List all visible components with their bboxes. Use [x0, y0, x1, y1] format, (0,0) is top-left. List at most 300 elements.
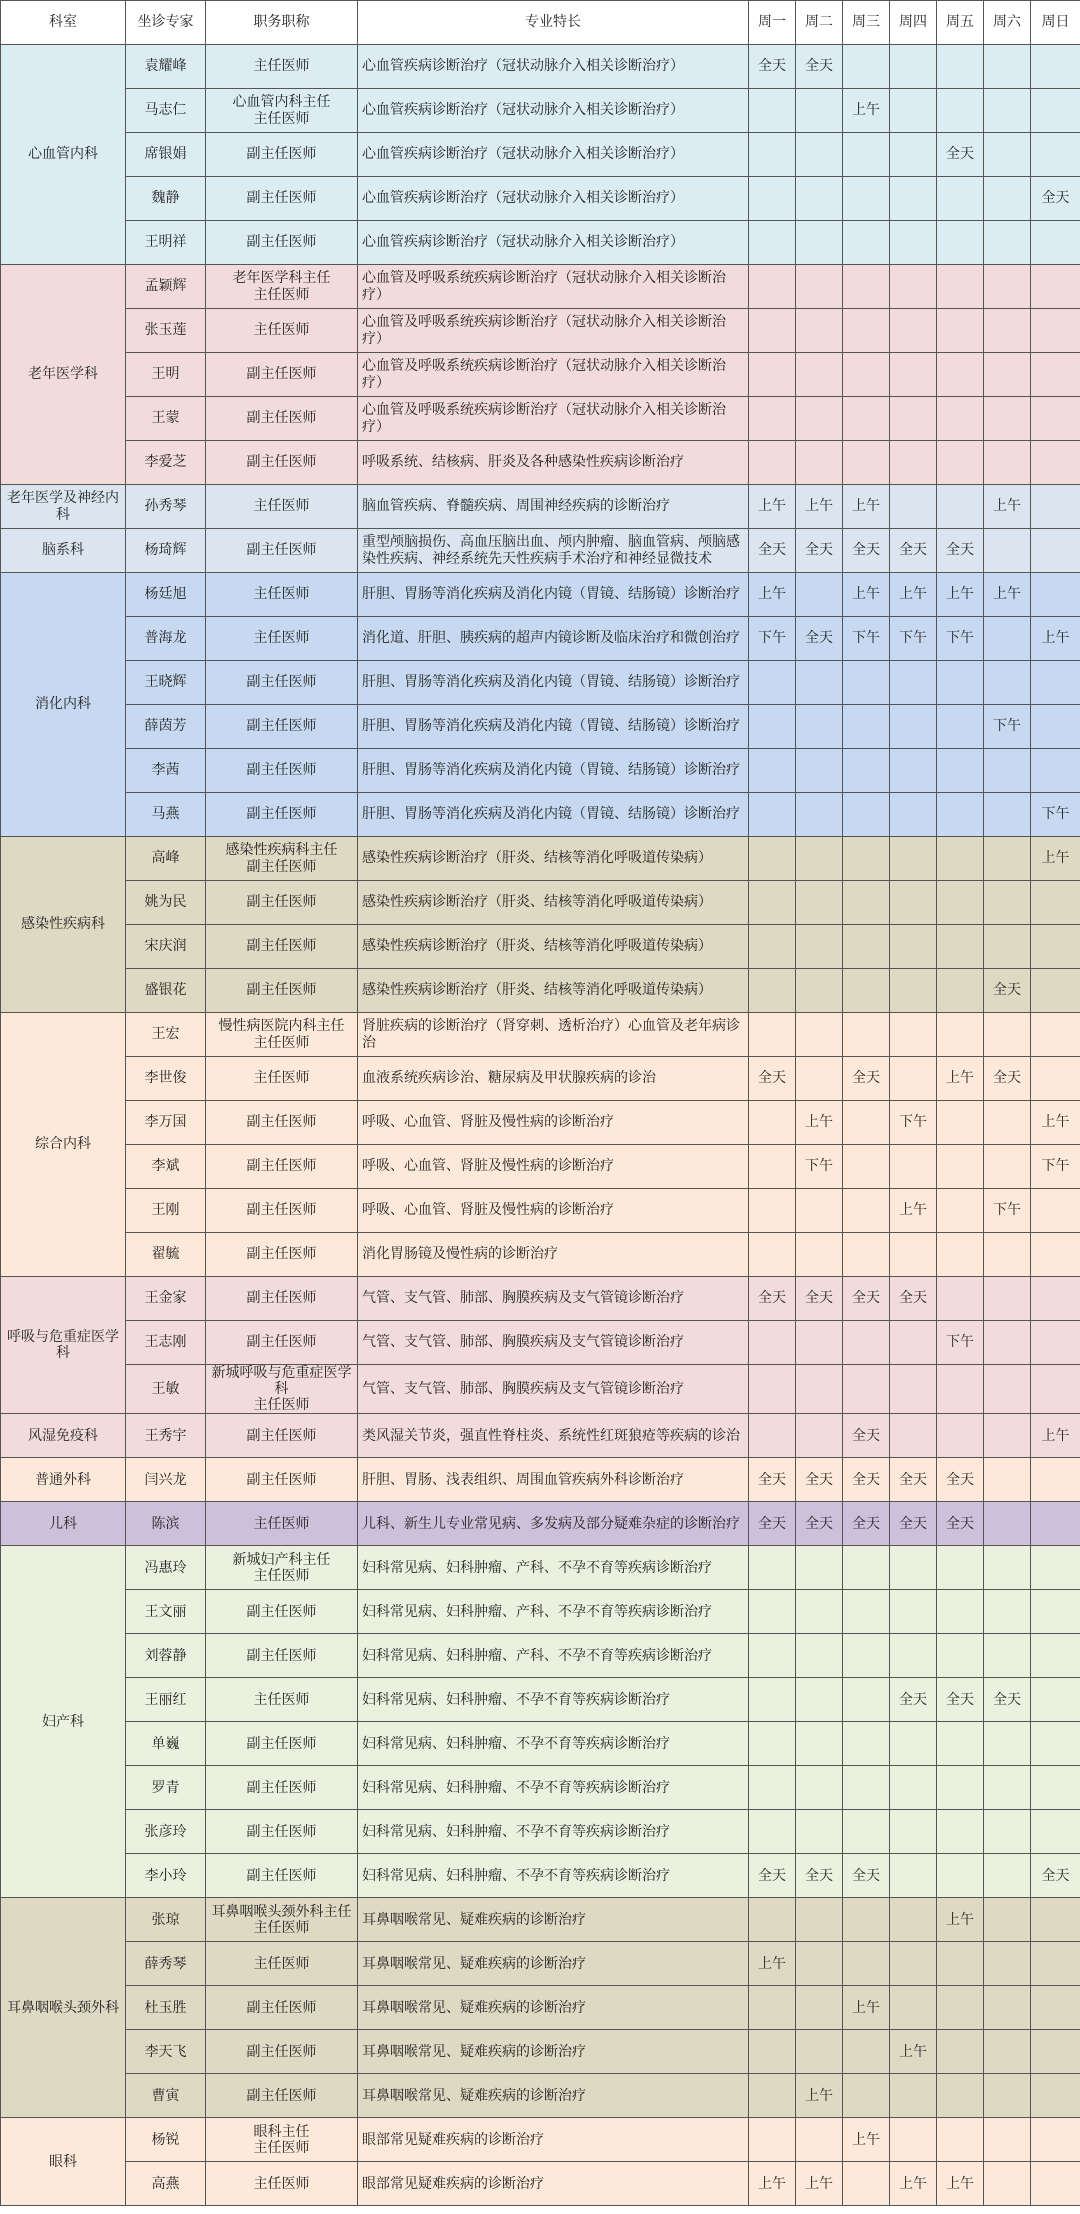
schedule-cell: [843, 133, 890, 177]
specialty: 呼吸、心血管、肾脏及慢性病的诊断治疗: [358, 1145, 749, 1189]
doctor-title: [206, 1678, 358, 1722]
column-header: 专业特长: [358, 1, 749, 45]
schedule-cell: [749, 837, 796, 881]
doctor-title: [206, 1101, 358, 1145]
title-line: 副主任医师: [246, 2087, 317, 2104]
schedule-cell: [1031, 1810, 1080, 1854]
doctor-name: 王晓辉: [126, 661, 206, 705]
schedule-cell: [843, 925, 890, 969]
table-row: [1, 1898, 1080, 1942]
schedule-cell: [984, 1810, 1031, 1854]
schedule-cell: 全天: [843, 1057, 890, 1101]
specialty: 心血管及呼吸系统疾病诊断治疗（冠状动脉介入相关诊断治疗）: [358, 353, 749, 397]
title-line: 副主任医师: [246, 1471, 317, 1488]
specialty: 肾脏疾病的诊断治疗（肾穿刺、透析治疗）心血管及老年病诊治: [358, 1013, 749, 1057]
title-line: 副主任医师: [246, 806, 317, 823]
table-row: [1, 1546, 1080, 1590]
schedule-cell: [1031, 2074, 1080, 2118]
schedule-cell: [984, 837, 1031, 881]
doctor-name: 张玉莲: [126, 309, 206, 353]
schedule-cell: [1031, 353, 1080, 397]
table-row: [1, 1414, 1080, 1458]
schedule-cell: [984, 1502, 1031, 1546]
schedule-cell: [843, 1766, 890, 1810]
schedule-cell: [937, 1365, 984, 1414]
schedule-cell: [890, 1365, 937, 1414]
schedule-cell: [843, 177, 890, 221]
schedule-cell: [984, 617, 1031, 661]
doctor-title: [206, 1942, 358, 1986]
schedule-cell: [937, 749, 984, 793]
schedule-cell: [843, 1233, 890, 1277]
schedule-cell: [796, 969, 843, 1013]
schedule-cell: [843, 661, 890, 705]
specialty: 眼部常见疑难疾病的诊断治疗: [358, 2162, 749, 2206]
schedule-cell: 全天: [890, 1678, 937, 1722]
schedule-cell: [937, 881, 984, 925]
schedule-cell: [796, 397, 843, 441]
table-row: [1, 2162, 1080, 2206]
specialty: 心血管及呼吸系统疾病诊断治疗（冠状动脉介入相关诊断治疗）: [358, 397, 749, 441]
schedule-cell: [843, 1101, 890, 1145]
schedule-cell: [796, 749, 843, 793]
doctor-title: [206, 353, 358, 397]
schedule-cell: [984, 793, 1031, 837]
schedule-cell: [937, 441, 984, 485]
schedule-cell: 全天: [796, 1854, 843, 1898]
schedule-cell: [984, 397, 1031, 441]
specialty: 耳鼻咽喉常见、疑难疾病的诊断治疗: [358, 1986, 749, 2030]
schedule-cell: [1031, 1986, 1080, 2030]
schedule-cell: [1031, 1502, 1080, 1546]
table-row: [1, 793, 1080, 837]
schedule-cell: [843, 749, 890, 793]
schedule-cell: [937, 353, 984, 397]
title-line: 副主任医师: [246, 1735, 317, 1752]
schedule-cell: [890, 1233, 937, 1277]
schedule-cell: [796, 1634, 843, 1678]
table-row: [1, 221, 1080, 265]
specialty: 感染性疾病诊断治疗（肝炎、结核等消化呼吸道传染病）: [358, 969, 749, 1013]
schedule-cell: [890, 353, 937, 397]
specialty: 心血管疾病诊断治疗（冠状动脉介入相关诊断治疗）: [358, 45, 749, 89]
schedule-cell: [749, 1145, 796, 1189]
header-row: [1, 1, 1080, 45]
doctor-title: [206, 837, 358, 881]
doctor-title: [206, 925, 358, 969]
schedule-cell: [843, 2074, 890, 2118]
table-row: [1, 1321, 1080, 1365]
specialty: 消化道、肝胆、胰疾病的超声内镜诊断及临床治疗和微创治疗: [358, 617, 749, 661]
doctor-title: [206, 1013, 358, 1057]
schedule-cell: [843, 45, 890, 89]
schedule-cell: [890, 1145, 937, 1189]
schedule-cell: [1031, 1321, 1080, 1365]
schedule-cell: [984, 881, 1031, 925]
schedule-cell: 全天: [796, 45, 843, 89]
schedule-cell: [843, 1013, 890, 1057]
doctor-name: 薛茵芳: [126, 705, 206, 749]
schedule-cell: [890, 2118, 937, 2162]
doctor-title: [206, 265, 358, 309]
schedule-cell: [984, 1898, 1031, 1942]
schedule-cell: 上午: [890, 2030, 937, 2074]
specialty: 妇科常见病、妇科肿瘤、不孕不育等疾病诊断治疗: [358, 1722, 749, 1766]
department-cell: 风湿免疫科: [1, 1414, 126, 1458]
schedule-cell: [890, 1013, 937, 1057]
schedule-cell: [937, 1590, 984, 1634]
schedule-cell: [890, 749, 937, 793]
doctor-name: 冯惠玲: [126, 1546, 206, 1590]
doctor-name: 孙秀琴: [126, 485, 206, 529]
column-header: 周一: [749, 1, 796, 45]
table-row: [1, 573, 1080, 617]
schedule-cell: 全天: [843, 1502, 890, 1546]
schedule-cell: [843, 1942, 890, 1986]
schedule-cell: 全天: [749, 1502, 796, 1546]
specialty: 儿科、新生儿专业常见病、多发病及部分疑难杂症的诊断治疗: [358, 1502, 749, 1546]
table-row: [1, 2030, 1080, 2074]
doctor-title: [206, 1634, 358, 1678]
column-header: 坐诊专家: [126, 1, 206, 45]
schedule-cell: [749, 89, 796, 133]
schedule-cell: 全天: [843, 1277, 890, 1321]
schedule-cell: [843, 2030, 890, 2074]
schedule-cell: [984, 2118, 1031, 2162]
doctor-title: [206, 133, 358, 177]
schedule-cell: [749, 661, 796, 705]
schedule-cell: 全天: [843, 1854, 890, 1898]
schedule-cell: [796, 1365, 843, 1414]
schedule-cell: 下午: [937, 617, 984, 661]
schedule-cell: [1031, 265, 1080, 309]
doctor-name: 王敏: [126, 1365, 206, 1414]
schedule-cell: 全天: [843, 1414, 890, 1458]
schedule-cell: [937, 925, 984, 969]
schedule-cell: [937, 309, 984, 353]
title-line: 主任医师: [253, 1691, 310, 1708]
schedule-cell: [796, 1590, 843, 1634]
schedule-cell: [749, 1101, 796, 1145]
schedule-cell: 上午: [796, 2162, 843, 2206]
specialty: 肝胆、胃肠等消化疾病及消化内镜（胃镜、结肠镜）诊断治疗: [358, 573, 749, 617]
schedule-cell: 上午: [843, 573, 890, 617]
schedule-cell: 全天: [749, 529, 796, 573]
table-row: [1, 1590, 1080, 1634]
schedule-cell: 下午: [937, 1321, 984, 1365]
schedule-cell: [796, 1546, 843, 1590]
schedule-cell: [749, 1590, 796, 1634]
schedule-cell: [1031, 45, 1080, 89]
schedule-cell: [796, 2118, 843, 2162]
schedule-cell: 全天: [843, 1458, 890, 1502]
table-row: [1, 441, 1080, 485]
title-line: 副主任医师: [246, 762, 317, 779]
schedule-cell: [937, 2118, 984, 2162]
schedule-cell: [796, 353, 843, 397]
title-line: 主任医师: [253, 322, 310, 339]
schedule-cell: [843, 1145, 890, 1189]
schedule-cell: [1031, 881, 1080, 925]
table-row: [1, 1722, 1080, 1766]
schedule-cell: [1031, 529, 1080, 573]
specialty: 耳鼻咽喉常见、疑难疾病的诊断治疗: [358, 1898, 749, 1942]
doctor-name: 闫兴龙: [126, 1458, 206, 1502]
table-row: [1, 837, 1080, 881]
schedule-cell: 上午: [843, 89, 890, 133]
department-cell: 心血管内科: [1, 45, 126, 265]
schedule-cell: [890, 177, 937, 221]
schedule-cell: [937, 1101, 984, 1145]
table-row: [1, 1189, 1080, 1233]
title-line: 主任医师: [253, 498, 310, 515]
doctor-name: 罗青: [126, 1766, 206, 1810]
schedule-cell: [843, 1722, 890, 1766]
specialty: 感染性疾病诊断治疗（肝炎、结核等消化呼吸道传染病）: [358, 881, 749, 925]
schedule-cell: 上午: [796, 1101, 843, 1145]
specialty: 感染性疾病诊断治疗（肝炎、结核等消化呼吸道传染病）: [358, 925, 749, 969]
title-line: 副主任医师: [246, 1202, 317, 1219]
schedule-cell: [937, 1810, 984, 1854]
schedule-cell: [890, 969, 937, 1013]
specialty: 肝胆、胃肠等消化疾病及消化内镜（胃镜、结肠镜）诊断治疗: [358, 705, 749, 749]
schedule-cell: [890, 705, 937, 749]
specialty: 心血管疾病诊断治疗（冠状动脉介入相关诊断治疗）: [358, 89, 749, 133]
schedule-cell: [843, 441, 890, 485]
table-row: [1, 45, 1080, 89]
doctor-name: 盛银花: [126, 969, 206, 1013]
title-line: 主任医师: [253, 1955, 310, 1972]
schedule-cell: [843, 265, 890, 309]
schedule-cell: 全天: [749, 1057, 796, 1101]
schedule-cell: [937, 1277, 984, 1321]
schedule-cell: [937, 485, 984, 529]
schedule-cell: [984, 1414, 1031, 1458]
table-row: [1, 617, 1080, 661]
schedule-cell: [843, 1898, 890, 1942]
title-line: 感染性疾病科主任: [225, 842, 338, 859]
title-line: 副主任医师: [246, 454, 317, 471]
doctor-name: 李世俊: [126, 1057, 206, 1101]
schedule-cell: [890, 1414, 937, 1458]
schedule-cell: [749, 1013, 796, 1057]
specialty: 气管、支气管、肺部、胸膜疾病及支气管镜诊断治疗: [358, 1365, 749, 1414]
schedule-cell: [937, 177, 984, 221]
schedule-cell: [1031, 1233, 1080, 1277]
schedule-cell: [749, 265, 796, 309]
doctor-name: 刘蓉静: [126, 1634, 206, 1678]
schedule-cell: 全天: [749, 1854, 796, 1898]
schedule-cell: [843, 221, 890, 265]
specialty: 妇科常见病、妇科肿瘤、产科、不孕不育等疾病诊断治疗: [358, 1590, 749, 1634]
doctor-name: 王明祥: [126, 221, 206, 265]
table-row: [1, 1766, 1080, 1810]
doctor-name: 高燕: [126, 2162, 206, 2206]
table-row: [1, 265, 1080, 309]
schedule-cell: [1031, 705, 1080, 749]
schedule-cell: [749, 2074, 796, 2118]
title-line: 副主任医师: [246, 982, 317, 999]
title-line: 耳鼻咽喉头颈外科主任: [211, 1903, 352, 1920]
schedule-cell: [937, 2030, 984, 2074]
schedule-cell: [749, 1365, 796, 1414]
schedule-cell: [796, 1414, 843, 1458]
doctor-name: 李天飞: [126, 2030, 206, 2074]
schedule-cell: 全天: [890, 1458, 937, 1502]
column-header: 周五: [937, 1, 984, 45]
schedule-cell: [937, 1766, 984, 1810]
schedule-cell: [984, 1233, 1031, 1277]
schedule-cell: [796, 221, 843, 265]
schedule-cell: [937, 397, 984, 441]
schedule-cell: 上午: [1031, 1414, 1080, 1458]
schedule-cell: [1031, 89, 1080, 133]
title-line: 副主任医师: [246, 146, 317, 163]
schedule-cell: [984, 1321, 1031, 1365]
schedule-cell: [890, 1321, 937, 1365]
doctor-name: 杨琦辉: [126, 529, 206, 573]
schedule-cell: [843, 1634, 890, 1678]
table-row: [1, 177, 1080, 221]
schedule-cell: [843, 397, 890, 441]
table-row: [1, 705, 1080, 749]
doctor-name: 李斌: [126, 1145, 206, 1189]
schedule-cell: [796, 837, 843, 881]
doctor-title: [206, 529, 358, 573]
schedule-cell: [890, 837, 937, 881]
schedule-cell: 下午: [984, 705, 1031, 749]
specialty: 脑血管疾病、脊髓疾病、周围神经疾病的诊断治疗: [358, 485, 749, 529]
schedule-cell: [937, 265, 984, 309]
schedule-cell: [843, 1189, 890, 1233]
title-line: 副主任医师: [246, 1603, 317, 1620]
schedule-cell: [984, 925, 1031, 969]
table-row: [1, 749, 1080, 793]
title-line: 心血管内科主任: [232, 94, 331, 111]
table-row: [1, 1277, 1080, 1321]
title-line: 副主任医师: [246, 410, 317, 427]
title-line: 副主任医师: [246, 938, 317, 955]
specialty: 肝胆、胃肠等消化疾病及消化内镜（胃镜、结肠镜）诊断治疗: [358, 661, 749, 705]
schedule-cell: 全天: [984, 1057, 1031, 1101]
department-cell: 综合内科: [1, 1013, 126, 1277]
schedule-cell: [890, 793, 937, 837]
doctor-name: 李小玲: [126, 1854, 206, 1898]
schedule-cell: [890, 1057, 937, 1101]
schedule-cell: [937, 793, 984, 837]
doctor-name: 李茜: [126, 749, 206, 793]
specialty: 气管、支气管、肺部、胸膜疾病及支气管镜诊断治疗: [358, 1277, 749, 1321]
doctor-title: [206, 749, 358, 793]
table-row: [1, 133, 1080, 177]
doctor-name: 王文丽: [126, 1590, 206, 1634]
table-row: [1, 1233, 1080, 1277]
doctor-name: 王刚: [126, 1189, 206, 1233]
schedule-cell: [890, 45, 937, 89]
schedule-cell: 上午: [937, 1057, 984, 1101]
specialty: 肝胆、胃肠等消化疾病及消化内镜（胃镜、结肠镜）诊断治疗: [358, 793, 749, 837]
title-line: 眼科主任: [253, 2123, 310, 2140]
doctor-title: [206, 1502, 358, 1546]
schedule-cell: 全天: [937, 529, 984, 573]
doctor-name: 张彦玲: [126, 1810, 206, 1854]
schedule-cell: [796, 1321, 843, 1365]
schedule-cell: 全天: [749, 1277, 796, 1321]
schedule-cell: [749, 2118, 796, 2162]
schedule-cell: [796, 1722, 843, 1766]
schedule-cell: [1031, 2118, 1080, 2162]
schedule-cell: [749, 1233, 796, 1277]
schedule-cell: [749, 1414, 796, 1458]
schedule-cell: [984, 1634, 1031, 1678]
schedule-cell: [749, 793, 796, 837]
table-row: [1, 2074, 1080, 2118]
doctor-name: 王志刚: [126, 1321, 206, 1365]
specialty: 眼部常见疑难疾病的诊断治疗: [358, 2118, 749, 2162]
table-row: [1, 1854, 1080, 1898]
schedule-cell: [1031, 1678, 1080, 1722]
schedule-cell: [1031, 397, 1080, 441]
doctor-name: 翟毓: [126, 1233, 206, 1277]
table-body: [1, 45, 1080, 2206]
doctor-title: [206, 969, 358, 1013]
schedule-cell: [890, 221, 937, 265]
schedule-cell: 上午: [984, 573, 1031, 617]
specialty: 耳鼻咽喉常见、疑难疾病的诊断治疗: [358, 2030, 749, 2074]
specialty: 心血管疾病诊断治疗（冠状动脉介入相关诊断治疗）: [358, 177, 749, 221]
schedule-cell: [1031, 2030, 1080, 2074]
department-cell: 消化内科: [1, 573, 126, 837]
schedule-cell: [843, 881, 890, 925]
department-cell: 感染性疾病科: [1, 837, 126, 1013]
schedule-cell: [843, 1321, 890, 1365]
schedule-cell: [796, 265, 843, 309]
specialty: 重型颅脑损伤、高血压脑出血、颅内肿瘤、脑血管病、颅脑感染性疾病、神经系统先天性疾病手术治疗和神经显微技术: [358, 529, 749, 573]
title-line: 副主任医师: [246, 1158, 317, 1175]
doctor-name: 王宏: [126, 1013, 206, 1057]
specialty: 妇科常见病、妇科肿瘤、产科、不孕不育等疾病诊断治疗: [358, 1634, 749, 1678]
schedule-cell: [890, 265, 937, 309]
schedule-cell: [1031, 573, 1080, 617]
schedule-cell: [984, 309, 1031, 353]
schedule-cell: [1031, 441, 1080, 485]
doctor-title: [206, 2162, 358, 2206]
specialty: 妇科常见病、妇科肿瘤、不孕不育等疾病诊断治疗: [358, 1678, 749, 1722]
schedule-cell: [937, 1942, 984, 1986]
doctor-title: [206, 2118, 358, 2162]
schedule-cell: [890, 397, 937, 441]
table-row: [1, 1145, 1080, 1189]
table-row: [1, 1942, 1080, 1986]
schedule-cell: 上午: [1031, 837, 1080, 881]
table-row: [1, 1101, 1080, 1145]
schedule-cell: 全天: [796, 1277, 843, 1321]
table-row: [1, 1057, 1080, 1101]
title-line: 主任医师: [253, 1034, 310, 1051]
schedule-cell: [796, 309, 843, 353]
schedule-cell: [796, 1986, 843, 2030]
schedule-cell: [890, 1590, 937, 1634]
schedule-cell: [890, 1986, 937, 2030]
schedule-cell: 下午: [984, 1189, 1031, 1233]
title-line: 慢性病医院内科主任: [218, 1018, 345, 1035]
specialty: 心血管疾病诊断治疗（冠状动脉介入相关诊断治疗）: [358, 221, 749, 265]
doctor-title: [206, 1898, 358, 1942]
schedule-cell: [796, 925, 843, 969]
schedule-cell: [843, 309, 890, 353]
doctor-name: 李万国: [126, 1101, 206, 1145]
doctor-name: 普海龙: [126, 617, 206, 661]
